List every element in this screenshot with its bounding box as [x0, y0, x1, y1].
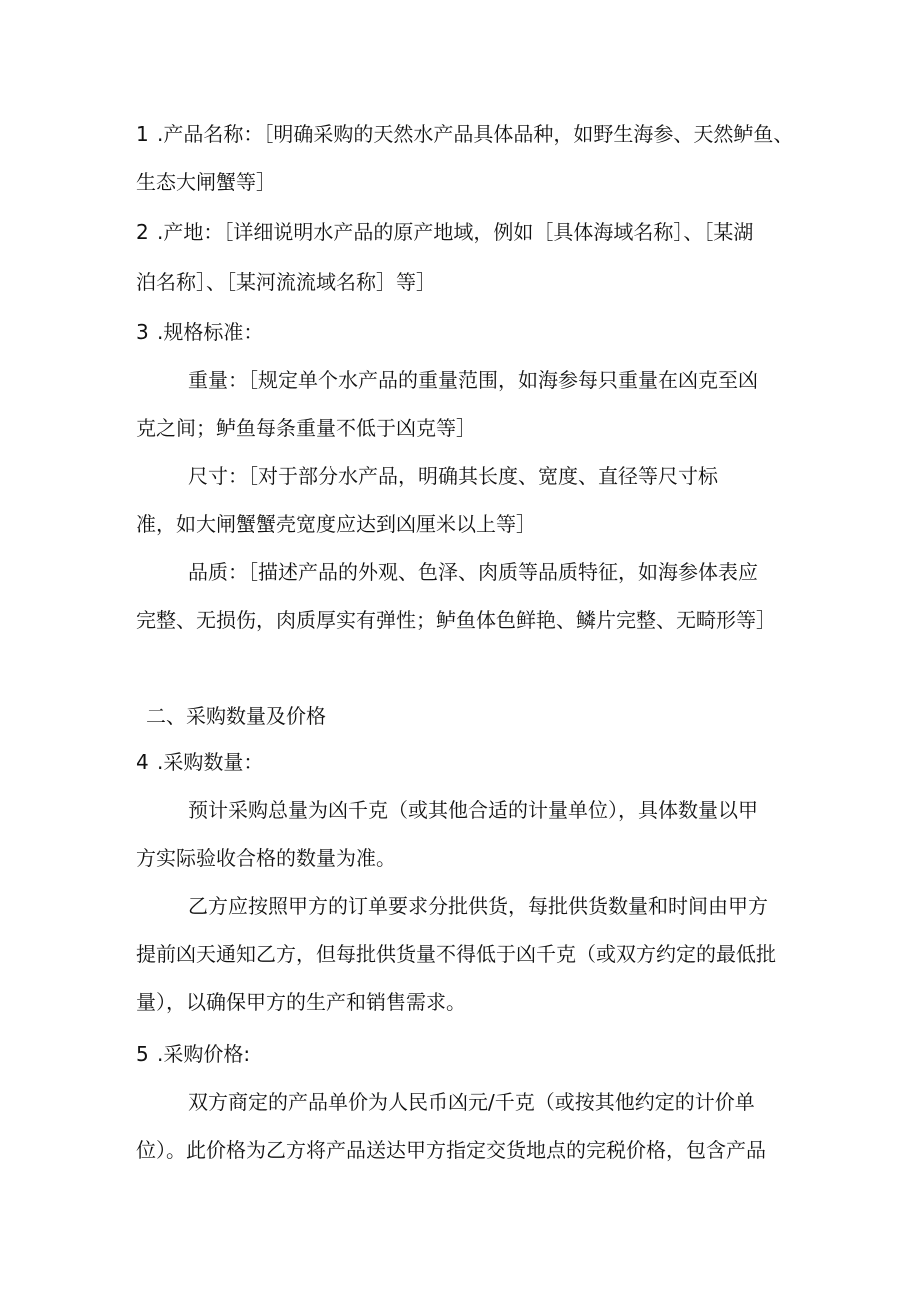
spec-size-line-2: 准，如大闸蟹蟹壳宽度应达到凶厘米以上等］: [136, 512, 536, 536]
item-4-para-2-line-2: 提前凶天通知乙方，但每批供货量不得低于凶千克（或双方约定的最低批: [136, 942, 776, 966]
spec-quality-line-2: 完整、无损伤，肉质厚实有弹性；鲈鱼体色鲜艳、鳞片完整、无畸形等］: [136, 608, 776, 632]
item-5-para-1-line-1: 双方商定的产品单价为人民币凶元/千克（或按其他约定的计价单: [188, 1090, 755, 1114]
item-3-number: 3: [136, 320, 149, 344]
spec-weight-line-1: 重量：［规定单个水产品的重量范围，如海参每只重量在凶克至凶: [188, 368, 758, 392]
item-4-para-1-line-2: 方实际验收合格的数量为准。: [136, 846, 396, 870]
item-1-number: 1: [136, 122, 149, 146]
item-2-line-1: [136, 218, 753, 246]
spec-size-line-1: 尺寸：［对于部分水产品，明确其长度、宽度、直径等尺寸标: [188, 464, 718, 488]
item-5-para-1-line-2: 位）。此价格为乙方将产品送达甲方指定交货地点的完税价格，包含产品: [136, 1138, 766, 1162]
item-2-line-2: 泊名称］、［某河流流域名称］等］: [136, 270, 436, 294]
item-4-label: .采购数量：: [157, 750, 264, 774]
item-4-line-1: [136, 748, 263, 776]
item-2-number: 2: [136, 220, 149, 244]
item-5-number: 5: [136, 1042, 149, 1066]
item-5-line-1: [136, 1040, 250, 1068]
item-1-text: .产品名称：［明确采购的天然水产品具体品种，如野生海参、天然鲈鱼、: [157, 122, 794, 146]
item-4-para-1-line-1: 预计采购总量为凶千克（或其他合适的计量单位），具体数量以甲: [188, 798, 758, 822]
item-1-line-1: [136, 120, 793, 148]
item-3-line-1: [136, 318, 263, 346]
item-1-line-2: 生态大闸蟹等］: [136, 170, 276, 194]
item-2-text: .产地：［详细说明水产品的原产地域，例如［具体海域名称］、［某湖: [157, 220, 754, 244]
spec-weight-line-2: 克之间；鲈鱼每条重量不低于凶克等］: [136, 416, 476, 440]
item-5-label: .采购价格:: [157, 1042, 251, 1066]
spec-quality-line-1: 品质：［描述产品的外观、色泽、肉质等品质特征，如海参体表应: [188, 560, 758, 584]
section-2-heading: 二、采购数量及价格: [146, 704, 326, 728]
item-3-text: .规格标准：: [157, 320, 264, 344]
item-4-number: 4: [136, 750, 149, 774]
item-4-para-2-line-1: 乙方应按照甲方的订单要求分批供货，每批供货数量和时间由甲方: [188, 894, 768, 918]
item-4-para-2-line-3: 量），以确保甲方的生产和销售需求。: [136, 990, 466, 1014]
